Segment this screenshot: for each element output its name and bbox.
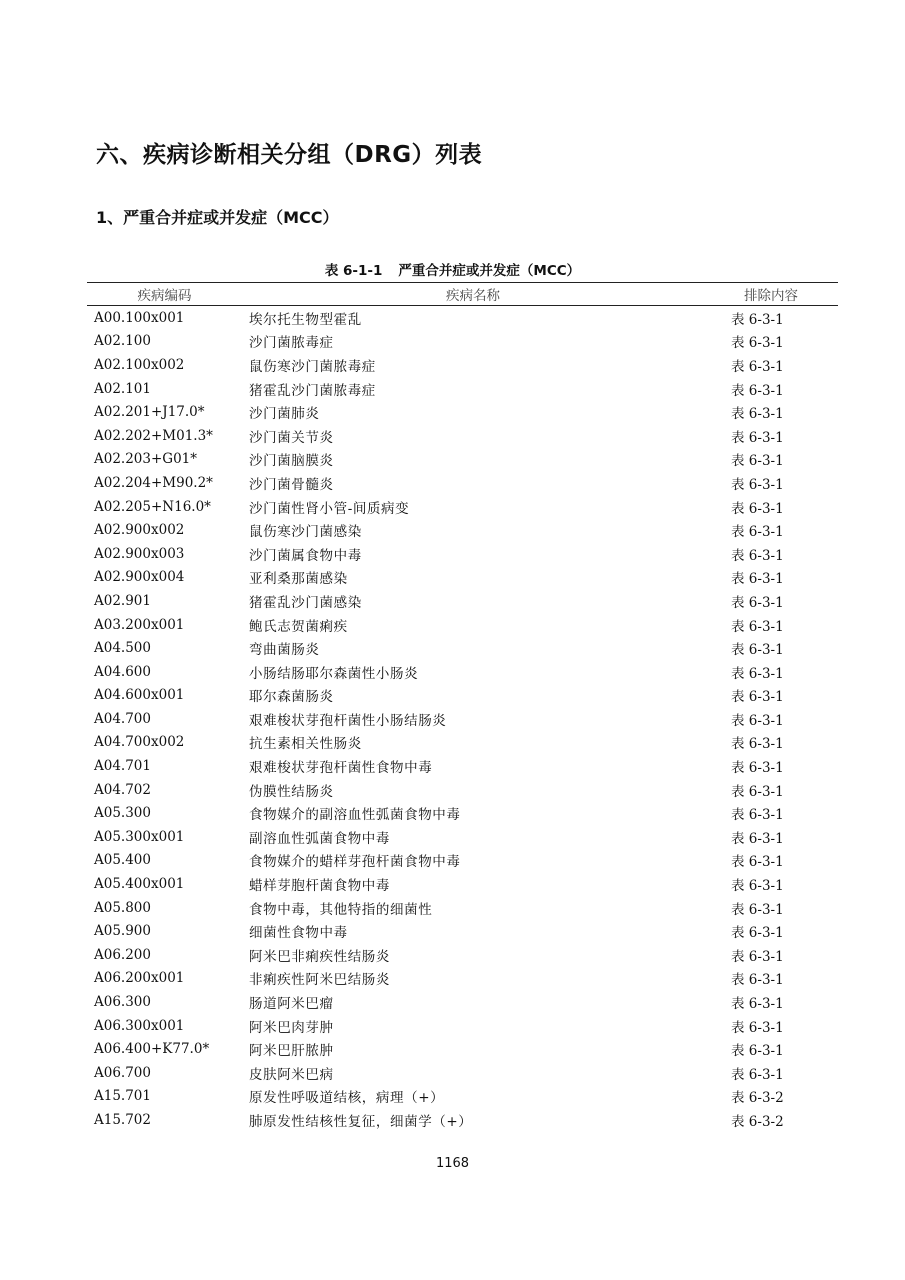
table-row bbox=[87, 660, 838, 684]
table-row bbox=[87, 778, 838, 802]
cell-code: A06.400+K77.0* bbox=[94, 1041, 210, 1058]
cell-exclusion: 表 6-3-2 bbox=[731, 1113, 784, 1130]
cell-code: A04.600x001 bbox=[94, 687, 185, 704]
cell-name: 猪霍乱沙门菌感染 bbox=[249, 594, 362, 611]
cell-code: A05.300x001 bbox=[94, 828, 185, 845]
cell-code: A06.300x001 bbox=[94, 1017, 185, 1034]
cell-name: 猪霍乱沙门菌脓毒症 bbox=[249, 382, 376, 399]
cell-code: A02.900x004 bbox=[94, 569, 185, 586]
table-caption bbox=[0, 259, 905, 279]
cell-name: 肠道阿米巴瘤 bbox=[249, 996, 334, 1013]
cell-exclusion: 表 6-3-1 bbox=[731, 854, 784, 871]
cell-exclusion: 表 6-3-1 bbox=[731, 972, 784, 989]
table-row bbox=[87, 518, 838, 542]
table-row bbox=[87, 1108, 838, 1132]
cell-exclusion: 表 6-3-1 bbox=[731, 1019, 784, 1036]
cell-code: A02.100 bbox=[94, 333, 151, 350]
table-row bbox=[87, 613, 838, 637]
table-row bbox=[87, 306, 838, 330]
cell-exclusion: 表 6-3-1 bbox=[731, 783, 784, 800]
cell-exclusion: 表 6-3-1 bbox=[731, 547, 784, 564]
table-row bbox=[87, 377, 838, 401]
table-row bbox=[87, 967, 838, 991]
cell-code: A05.300 bbox=[94, 805, 151, 822]
table-row bbox=[87, 424, 838, 448]
cell-name: 原发性呼吸道结核，病理（+） bbox=[249, 1090, 445, 1107]
cell-name: 弯曲菌肠炎 bbox=[249, 642, 320, 659]
cell-exclusion: 表 6-3-2 bbox=[731, 1090, 784, 1107]
cell-exclusion: 表 6-3-1 bbox=[731, 736, 784, 753]
table-row bbox=[87, 919, 838, 943]
table-row bbox=[87, 1037, 838, 1061]
cell-name: 食物中毒，其他特指的细菌性 bbox=[249, 901, 433, 918]
cell-name: 副溶血性弧菌食物中毒 bbox=[249, 830, 390, 847]
cell-exclusion: 表 6-3-1 bbox=[731, 830, 784, 847]
table-row bbox=[87, 1014, 838, 1038]
cell-name: 食物媒介的副溶血性弧菌食物中毒 bbox=[249, 807, 461, 824]
cell-code: A05.900 bbox=[94, 923, 151, 940]
cell-exclusion: 表 6-3-1 bbox=[731, 618, 784, 635]
cell-code: A15.701 bbox=[94, 1088, 151, 1105]
cell-name: 食物媒介的蜡样芽孢杆菌食物中毒 bbox=[249, 854, 461, 871]
cell-code: A06.300 bbox=[94, 994, 151, 1011]
cell-code: A04.600 bbox=[94, 663, 151, 680]
table-row bbox=[87, 636, 838, 660]
table-row bbox=[87, 448, 838, 472]
cell-name: 伪膜性结肠炎 bbox=[249, 783, 334, 800]
cell-name: 细菌性食物中毒 bbox=[249, 925, 348, 942]
cell-name: 沙门菌性肾小管-间质病变 bbox=[249, 500, 410, 517]
cell-exclusion: 表 6-3-1 bbox=[731, 925, 784, 942]
table-title: 严重合并症或并发症（MCC） bbox=[398, 263, 581, 279]
table-row bbox=[87, 896, 838, 920]
cell-exclusion: 表 6-3-1 bbox=[731, 901, 784, 918]
table-row bbox=[87, 849, 838, 873]
cell-code: A02.203+G01* bbox=[94, 451, 198, 468]
table-header bbox=[87, 283, 838, 306]
cell-code: A02.100x002 bbox=[94, 356, 185, 373]
table-row bbox=[87, 330, 838, 354]
section-heading: 六、疾病诊断相关分组（DRG）列表 bbox=[96, 142, 483, 168]
cell-name: 皮肤阿米巴病 bbox=[249, 1066, 334, 1083]
cell-exclusion: 表 6-3-1 bbox=[731, 1043, 784, 1060]
cell-code: A15.702 bbox=[94, 1111, 151, 1128]
cell-exclusion: 表 6-3-1 bbox=[731, 689, 784, 706]
cell-name: 小肠结肠耶尔森菌性小肠炎 bbox=[249, 665, 419, 682]
cell-name: 鲍氏志贺菌痢疾 bbox=[249, 618, 348, 635]
cell-name: 抗生素相关性肠炎 bbox=[249, 736, 362, 753]
cell-code: A04.702 bbox=[94, 781, 151, 798]
table-row bbox=[87, 801, 838, 825]
cell-code: A00.100x001 bbox=[94, 309, 185, 326]
cell-name: 沙门菌属食物中毒 bbox=[249, 547, 362, 564]
cell-name: 沙门菌脑膜炎 bbox=[249, 453, 334, 470]
table-row bbox=[87, 731, 838, 755]
cell-exclusion: 表 6-3-1 bbox=[731, 948, 784, 965]
cell-name: 沙门菌脓毒症 bbox=[249, 335, 334, 352]
cell-name: 阿米巴肝脓肿 bbox=[249, 1043, 334, 1060]
cell-name: 埃尔托生物型霍乱 bbox=[249, 311, 362, 328]
cell-exclusion: 表 6-3-1 bbox=[731, 571, 784, 588]
table-row bbox=[87, 1085, 838, 1109]
cell-code: A06.200 bbox=[94, 946, 151, 963]
cell-exclusion: 表 6-3-1 bbox=[731, 1066, 784, 1083]
table-row bbox=[87, 471, 838, 495]
cell-name: 蜡样芽胞杆菌食物中毒 bbox=[249, 878, 390, 895]
cell-name: 鼠伤寒沙门菌感染 bbox=[249, 524, 362, 541]
table-row bbox=[87, 1061, 838, 1085]
cell-code: A05.800 bbox=[94, 899, 151, 916]
cell-name: 肺原发性结核性复征，细菌学（+） bbox=[249, 1113, 473, 1130]
table-body bbox=[87, 306, 838, 1132]
table-row bbox=[87, 542, 838, 566]
cell-exclusion: 表 6-3-1 bbox=[731, 358, 784, 375]
cell-code: A06.200x001 bbox=[94, 970, 185, 987]
cell-name: 阿米巴肉芽肿 bbox=[249, 1019, 334, 1036]
cell-exclusion: 表 6-3-1 bbox=[731, 311, 784, 328]
cell-exclusion: 表 6-3-1 bbox=[731, 406, 784, 423]
cell-name: 沙门菌关节炎 bbox=[249, 429, 334, 446]
cell-exclusion: 表 6-3-1 bbox=[731, 642, 784, 659]
subsection-heading: 1、严重合并症或并发症（MCC） bbox=[96, 208, 339, 227]
cell-code: A06.700 bbox=[94, 1064, 151, 1081]
cell-code: A02.204+M90.2* bbox=[94, 474, 213, 491]
cell-code: A02.901 bbox=[94, 592, 151, 609]
cell-name: 鼠伤寒沙门菌脓毒症 bbox=[249, 358, 376, 375]
table-row bbox=[87, 872, 838, 896]
cell-name: 亚利桑那菌感染 bbox=[249, 571, 348, 588]
header-code: 疾病编码 bbox=[137, 288, 192, 304]
cell-code: A02.900x002 bbox=[94, 522, 185, 539]
cell-name: 艰难梭状芽孢杆菌性食物中毒 bbox=[249, 760, 433, 777]
cell-code: A05.400 bbox=[94, 852, 151, 869]
cell-name: 沙门菌肺炎 bbox=[249, 406, 320, 423]
cell-exclusion: 表 6-3-1 bbox=[731, 712, 784, 729]
table-row bbox=[87, 754, 838, 778]
cell-name: 艰难梭状芽孢杆菌性小肠结肠炎 bbox=[249, 712, 447, 729]
cell-exclusion: 表 6-3-1 bbox=[731, 500, 784, 517]
table-row bbox=[87, 707, 838, 731]
table-row bbox=[87, 825, 838, 849]
cell-name: 非痢疾性阿米巴结肠炎 bbox=[249, 972, 390, 989]
table-row bbox=[87, 684, 838, 708]
cell-code: A02.205+N16.0* bbox=[94, 498, 211, 515]
cell-name: 沙门菌骨髓炎 bbox=[249, 476, 334, 493]
table-row bbox=[87, 353, 838, 377]
table-row bbox=[87, 495, 838, 519]
header-name: 疾病名称 bbox=[446, 288, 500, 304]
cell-exclusion: 表 6-3-1 bbox=[731, 878, 784, 895]
cell-exclusion: 表 6-3-1 bbox=[731, 429, 784, 446]
cell-exclusion: 表 6-3-1 bbox=[731, 594, 784, 611]
mcc-table bbox=[87, 282, 838, 1132]
cell-code: A04.700 bbox=[94, 710, 151, 727]
cell-code: A05.400x001 bbox=[94, 876, 185, 893]
table-row bbox=[87, 400, 838, 424]
cell-code: A02.201+J17.0* bbox=[94, 404, 205, 421]
cell-exclusion: 表 6-3-1 bbox=[731, 807, 784, 824]
cell-name: 耶尔森菌肠炎 bbox=[249, 689, 334, 706]
header-exclusion: 排除内容 bbox=[744, 288, 798, 304]
table-row bbox=[87, 943, 838, 967]
cell-exclusion: 表 6-3-1 bbox=[731, 996, 784, 1013]
cell-exclusion: 表 6-3-1 bbox=[731, 382, 784, 399]
cell-exclusion: 表 6-3-1 bbox=[731, 524, 784, 541]
table-number: 表 6-1-1 bbox=[324, 263, 383, 279]
cell-exclusion: 表 6-3-1 bbox=[731, 335, 784, 352]
cell-code: A04.500 bbox=[94, 640, 151, 657]
cell-exclusion: 表 6-3-1 bbox=[731, 453, 784, 470]
cell-exclusion: 表 6-3-1 bbox=[731, 665, 784, 682]
cell-code: A02.202+M01.3* bbox=[94, 427, 213, 444]
table-row bbox=[87, 589, 838, 613]
cell-code: A03.200x001 bbox=[94, 616, 185, 633]
cell-name: 阿米巴非痢疾性结肠炎 bbox=[249, 948, 390, 965]
cell-code: A04.701 bbox=[94, 758, 151, 775]
cell-code: A04.700x002 bbox=[94, 734, 185, 751]
cell-code: A02.101 bbox=[94, 380, 151, 397]
page-number: 1168 bbox=[435, 1156, 470, 1171]
cell-code: A02.900x003 bbox=[94, 545, 185, 562]
cell-exclusion: 表 6-3-1 bbox=[731, 760, 784, 777]
cell-exclusion: 表 6-3-1 bbox=[731, 476, 784, 493]
table-row bbox=[87, 990, 838, 1014]
table-row bbox=[87, 566, 838, 590]
